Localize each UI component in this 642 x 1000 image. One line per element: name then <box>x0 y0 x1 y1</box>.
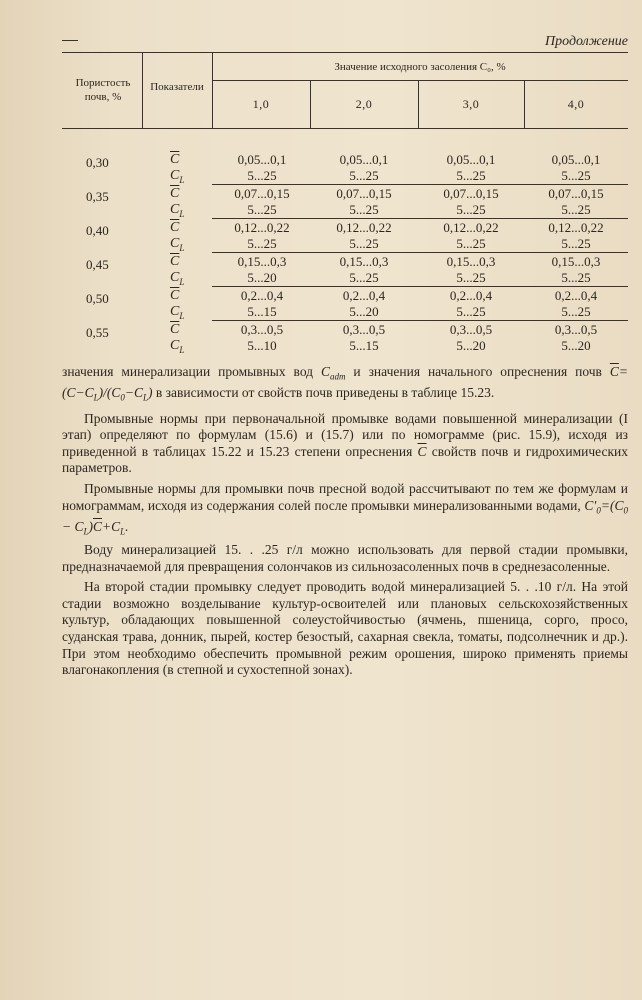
cell-cl-value: 5...25 <box>561 270 591 285</box>
cell-cl-value: 5...20 <box>247 270 277 285</box>
row-divider <box>212 286 628 287</box>
cell-cl-value: 5...25 <box>247 168 277 183</box>
cell-cl-value: 5...10 <box>247 338 277 353</box>
cell-cl-value: 5...25 <box>456 236 486 251</box>
row-divider <box>212 184 628 185</box>
cell-c-value: 0,2...0,4 <box>342 288 386 303</box>
indicator-cl: $C_L$ <box>170 202 185 219</box>
cell-c-value: 0,3...0,5 <box>240 322 284 337</box>
paragraph-3: Промывные нормы для промывки почв пресной водой рассчитывают по тем же формулам и номограммам, исходя из содержания солей после промывки минерализованными водами, $C'_0=(C_0 - C_L)\overline{C}+C_L$. <box>62 480 629 537</box>
indicator-c-bar: $\overline{C}$ <box>170 254 180 269</box>
cell-c-value: 0,07...0,15 <box>234 186 290 201</box>
cell-cl-value: 5...25 <box>561 168 591 183</box>
cell-cl-value: 5...25 <box>456 304 486 319</box>
porosity-value: 0,35 <box>86 189 109 204</box>
header-indicator: Показатели <box>150 81 204 93</box>
cell-c-value: 0,07...0,15 <box>336 186 392 201</box>
cell-cl-value: 5...25 <box>247 202 277 217</box>
cell-c-value: 0,05...0,1 <box>237 152 287 167</box>
header-bottom-rule <box>62 128 628 129</box>
porosity-value: 0,30 <box>86 155 109 170</box>
cell-c-value: 0,05...0,1 <box>446 152 496 167</box>
paragraph-2: Промывные нормы при первоначальной промывке водами повышенной минерализации (I этап) определяют по формулам (15.6) и (15.7) или по номограмме (рис. 15.9), исходя из приведенной в таблицах 15.22 и 15.23 степени опреснения $\overline{C}$ свойств почв и гидрохимических параметров. <box>62 410 628 476</box>
cell-cl-value: 5...25 <box>456 270 486 285</box>
indicator-c-bar: $\overline{C}$ <box>170 322 180 337</box>
cell-cl-value: 5...15 <box>349 338 379 353</box>
porosity-value: 0,50 <box>86 291 109 306</box>
cell-cl-value: 5...25 <box>561 236 591 251</box>
row-divider <box>212 218 628 219</box>
header-porosity: Пористость почв, % <box>75 77 131 103</box>
cell-cl-value: 5...25 <box>349 270 379 285</box>
indicator-c-bar: $\overline{C}$ <box>170 220 180 235</box>
indicator-c-bar: $\overline{C}$ <box>170 152 180 167</box>
cell-c-value: 0,12...0,22 <box>443 220 499 235</box>
header-group-title: Значение исходного засоления C₀, % <box>334 61 506 73</box>
cell-c-value: 0,12...0,22 <box>336 220 392 235</box>
cell-c-value: 0,3...0,5 <box>449 322 493 337</box>
table-top-rule <box>62 52 628 53</box>
cell-c-value: 0,15...0,3 <box>446 254 496 269</box>
cell-c-value: 0,07...0,15 <box>443 186 499 201</box>
header-value-3: 3,0 <box>462 97 480 111</box>
indicator-cl: $C_L$ <box>170 338 185 355</box>
indicator-cl: $C_L$ <box>170 270 185 287</box>
cell-cl-value: 5...25 <box>247 236 277 251</box>
cell-cl-value: 5...25 <box>561 304 591 319</box>
cell-cl-value: 5...20 <box>349 304 379 319</box>
cell-cl-value: 5...25 <box>456 168 486 183</box>
header-value-2: 2,0 <box>355 97 373 111</box>
cell-cl-value: 5...25 <box>349 202 379 217</box>
continuation-label: Продолжение <box>545 34 628 49</box>
cell-c-value: 0,2...0,4 <box>240 288 284 303</box>
cell-c-value: 0,05...0,1 <box>339 152 389 167</box>
cell-c-value: 0,3...0,5 <box>554 322 598 337</box>
cell-cl-value: 5...25 <box>561 202 591 217</box>
cell-cl-value: 5...20 <box>456 338 486 353</box>
cell-c-value: 0,2...0,4 <box>449 288 493 303</box>
cell-cl-value: 5...25 <box>349 236 379 251</box>
cell-c-value: 0,15...0,3 <box>551 254 601 269</box>
porosity-value: 0,45 <box>86 257 109 272</box>
header-value-1: 1,0 <box>252 97 270 111</box>
header-mid-rule <box>212 80 628 81</box>
cell-c-value: 0,05...0,1 <box>551 152 601 167</box>
cell-c-value: 0,12...0,22 <box>548 220 604 235</box>
cell-cl-value: 5...25 <box>456 202 486 217</box>
row-divider <box>212 320 628 321</box>
cell-c-value: 0,15...0,3 <box>339 254 389 269</box>
header-value-4: 4,0 <box>567 97 585 111</box>
indicator-cl: $C_L$ <box>170 236 185 253</box>
cell-c-value: 0,3...0,5 <box>342 322 386 337</box>
porosity-value: 0,55 <box>86 325 109 340</box>
indicator-c-bar: $\overline{C}$ <box>170 288 180 303</box>
paragraph-5: На второй стадии промывку следует проводить водой минерализацией 5. . .10 г/л. На этой стадии возможно возделывание культур-освоителей или плановых сельскохозяйственных культур, обладающих повышенной солеустойчивостью (ячмень, пшеница, сорго, просо, суданская трава, донник, пырей, костер безостый, сахарная свекла, томаты, подсолнечник и др.). При этом необходимо обеспечить промывной режим орошения, широко применять приемы влагонакопления (в степной и сухостепной зонах). <box>62 579 628 678</box>
row-divider <box>212 252 628 253</box>
cell-c-value: 0,07...0,15 <box>548 186 604 201</box>
paragraph-4: Воду минерализацией 15. . .25 г/л можно использовать для первой стадии промывки, предназначаемой для превращения солончаков из сильнозасоленных почв в среднезасоленные. <box>62 542 628 574</box>
page-mark <box>62 40 78 41</box>
cell-cl-value: 5...20 <box>561 338 591 353</box>
cell-c-value: 0,2...0,4 <box>554 288 598 303</box>
indicator-cl: $C_L$ <box>170 168 185 185</box>
indicator-c-bar: $\overline{C}$ <box>170 186 180 201</box>
cell-cl-value: 5...25 <box>349 168 379 183</box>
header-col-divider <box>142 52 143 128</box>
cell-c-value: 0,12...0,22 <box>234 220 290 235</box>
cell-cl-value: 5...15 <box>247 304 277 319</box>
porosity-value: 0,40 <box>86 223 109 238</box>
indicator-cl: $C_L$ <box>170 304 185 321</box>
paragraph-1: значения минерализации промывных вод $C_{adm}$ и значения начального опреснения почв $\overline{C}=(C-C_L)/(C_0-C_L)$ в зависимости от свойств почв приведены в таблице 15.23. <box>62 364 628 403</box>
body-text <box>62 364 628 679</box>
cell-c-value: 0,15...0,3 <box>237 254 287 269</box>
